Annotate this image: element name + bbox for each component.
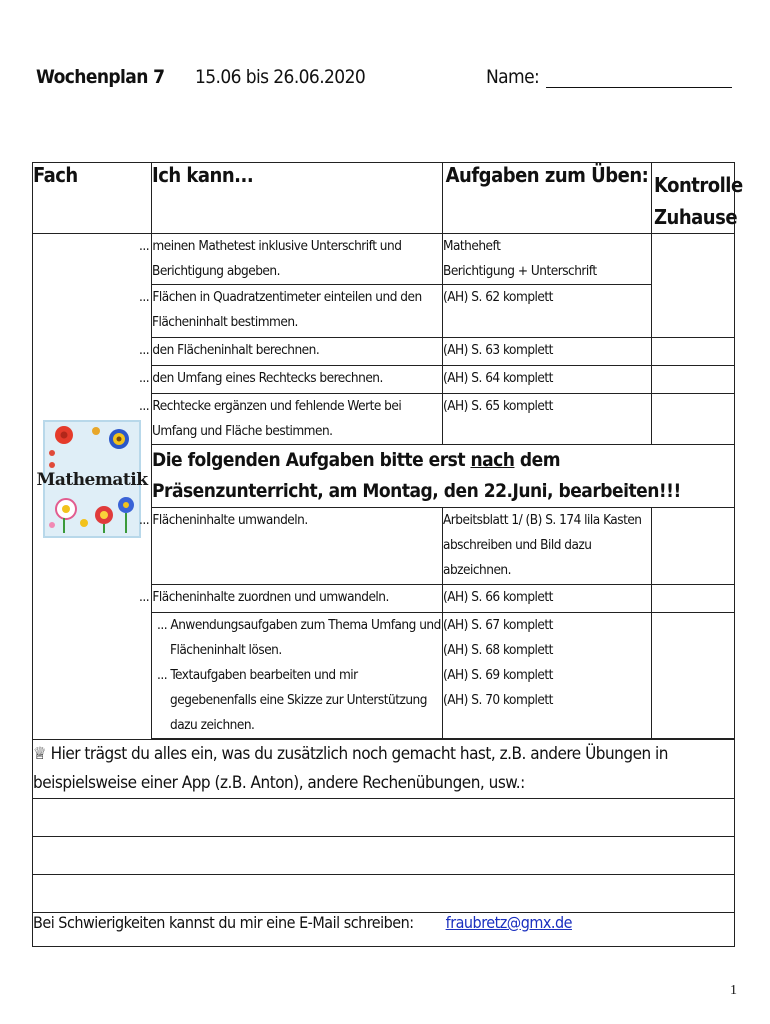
aufgaben-cell: (AH) S. 62 komplett — [443, 285, 652, 338]
kann-cell: ... Rechtecke ergänzen und fehlende Werte bei Umfang und Fläche bestimmen. — [152, 394, 443, 445]
page-number: 1 — [730, 983, 737, 998]
mail-row — [33, 913, 735, 947]
aufgaben-cell — [443, 613, 652, 739]
col-header-aufgaben: Aufgaben zum Üben: — [443, 163, 652, 234]
mathematik-image — [36, 421, 148, 537]
aufgaben-cell: (AH) S. 63 komplett — [443, 338, 652, 366]
kann-cell: ... den Flächeninhalt berechnen. — [152, 338, 443, 366]
kontrolle-checkbox[interactable] — [652, 585, 735, 613]
extra-text: ♕ Hier trägst du alles ein, was du zusätzlich noch gemacht hast, z.B. andere Übungen in beispielsweise einer App (z.B. Anton), andere Rechenübungen, usw.: — [33, 740, 735, 799]
extra-entry-line[interactable] — [33, 799, 735, 837]
aufgaben-cell — [443, 234, 652, 285]
kann-cell — [152, 613, 443, 739]
aufgaben-cell: (AH) S. 66 komplett — [443, 585, 652, 613]
kann-cell: ... Flächen in Quadratzentimeter einteilen und den Flächeninhalt bestimmen. — [152, 285, 443, 338]
mail-link[interactable]: fraubretz@gmx.de — [445, 913, 572, 932]
aufgaben-line: Berichtigung + Unterschrift — [443, 263, 597, 279]
col-header-kontrolle — [652, 163, 743, 234]
name-line[interactable] — [546, 69, 732, 88]
kontrolle-checkbox[interactable] — [652, 613, 735, 739]
subject-cell — [33, 234, 152, 740]
plan-title: Wochenplan 7 — [36, 66, 165, 88]
kann-line: ... Anwendungsaufgaben zum Thema Umfang und Flächeninhalt lösen. — [157, 617, 441, 658]
zuhause-label: Zuhause — [654, 205, 738, 229]
aufgaben-line: Matheheft — [443, 238, 501, 254]
blank-row — [33, 875, 735, 913]
blank-row — [33, 799, 735, 837]
note-emphasis: nach — [470, 449, 515, 471]
kontrolle-checkbox[interactable] — [652, 234, 735, 338]
flower-icon — [55, 426, 73, 444]
kann-cell: ... meinen Mathetest inklusive Unterschrift und Berichtigung abgeben. — [152, 234, 443, 285]
table-row — [33, 234, 735, 285]
col-header-fach: Fach — [33, 163, 152, 234]
aufgaben-line: (AH) S. 69 komplett — [443, 667, 553, 683]
extra-row — [33, 740, 735, 799]
kann-cell: ... Flächeninhalte zuordnen und umwandeln. — [152, 585, 443, 613]
aufgaben-line: (AH) S. 67 komplett — [443, 617, 553, 633]
aufgaben-line: (AH) S. 70 komplett — [443, 692, 553, 708]
weekly-plan-table — [32, 162, 743, 947]
extra-entry-line[interactable] — [33, 837, 735, 875]
plan-dates: 15.06 bis 26.06.2020 — [195, 66, 366, 88]
name-field[interactable] — [486, 66, 732, 88]
table-header-row — [33, 163, 735, 234]
kann-line: ... Textaufgaben bearbeiten und mir gegebenenfalls eine Skizze zur Unterstützung dazu zeichnen. — [157, 667, 427, 733]
kontrolle-checkbox[interactable] — [652, 366, 735, 394]
kann-cell: ... den Umfang eines Rechtecks berechnen. — [152, 366, 443, 394]
name-label: Name: — [486, 66, 545, 88]
mathematik-label: Mathematik — [36, 469, 148, 490]
aufgaben-cell: (AH) S. 64 komplett — [443, 366, 652, 394]
note-text: Die folgenden Aufgaben bitte erst nach dem Präsenzunterricht, am Montag, den 22.Juni, bearbeiten!!! — [152, 445, 735, 508]
extra-entry-line[interactable] — [33, 875, 735, 913]
kann-cell: ... Flächeninhalte umwandeln. — [152, 508, 443, 585]
aufgaben-line: (AH) S. 68 komplett — [443, 642, 553, 658]
kontrolle-checkbox[interactable] — [652, 394, 735, 445]
col-header-ich-kann: Ich kann... — [152, 163, 443, 234]
aufgaben-cell: (AH) S. 65 komplett — [443, 394, 652, 445]
kontrolle-checkbox[interactable] — [652, 508, 735, 585]
kontrolle-label: Kontrolle — [654, 173, 743, 197]
aufgaben-cell: Arbeitsblatt 1/ (B) S. 174 lila Kasten abschreiben und Bild dazu abzeichnen. — [443, 508, 652, 585]
kontrolle-checkbox[interactable] — [652, 338, 735, 366]
blank-row — [33, 837, 735, 875]
mail-label: Bei Schwierigkeiten kannst du mir eine E-Mail schreiben: — [33, 913, 414, 932]
